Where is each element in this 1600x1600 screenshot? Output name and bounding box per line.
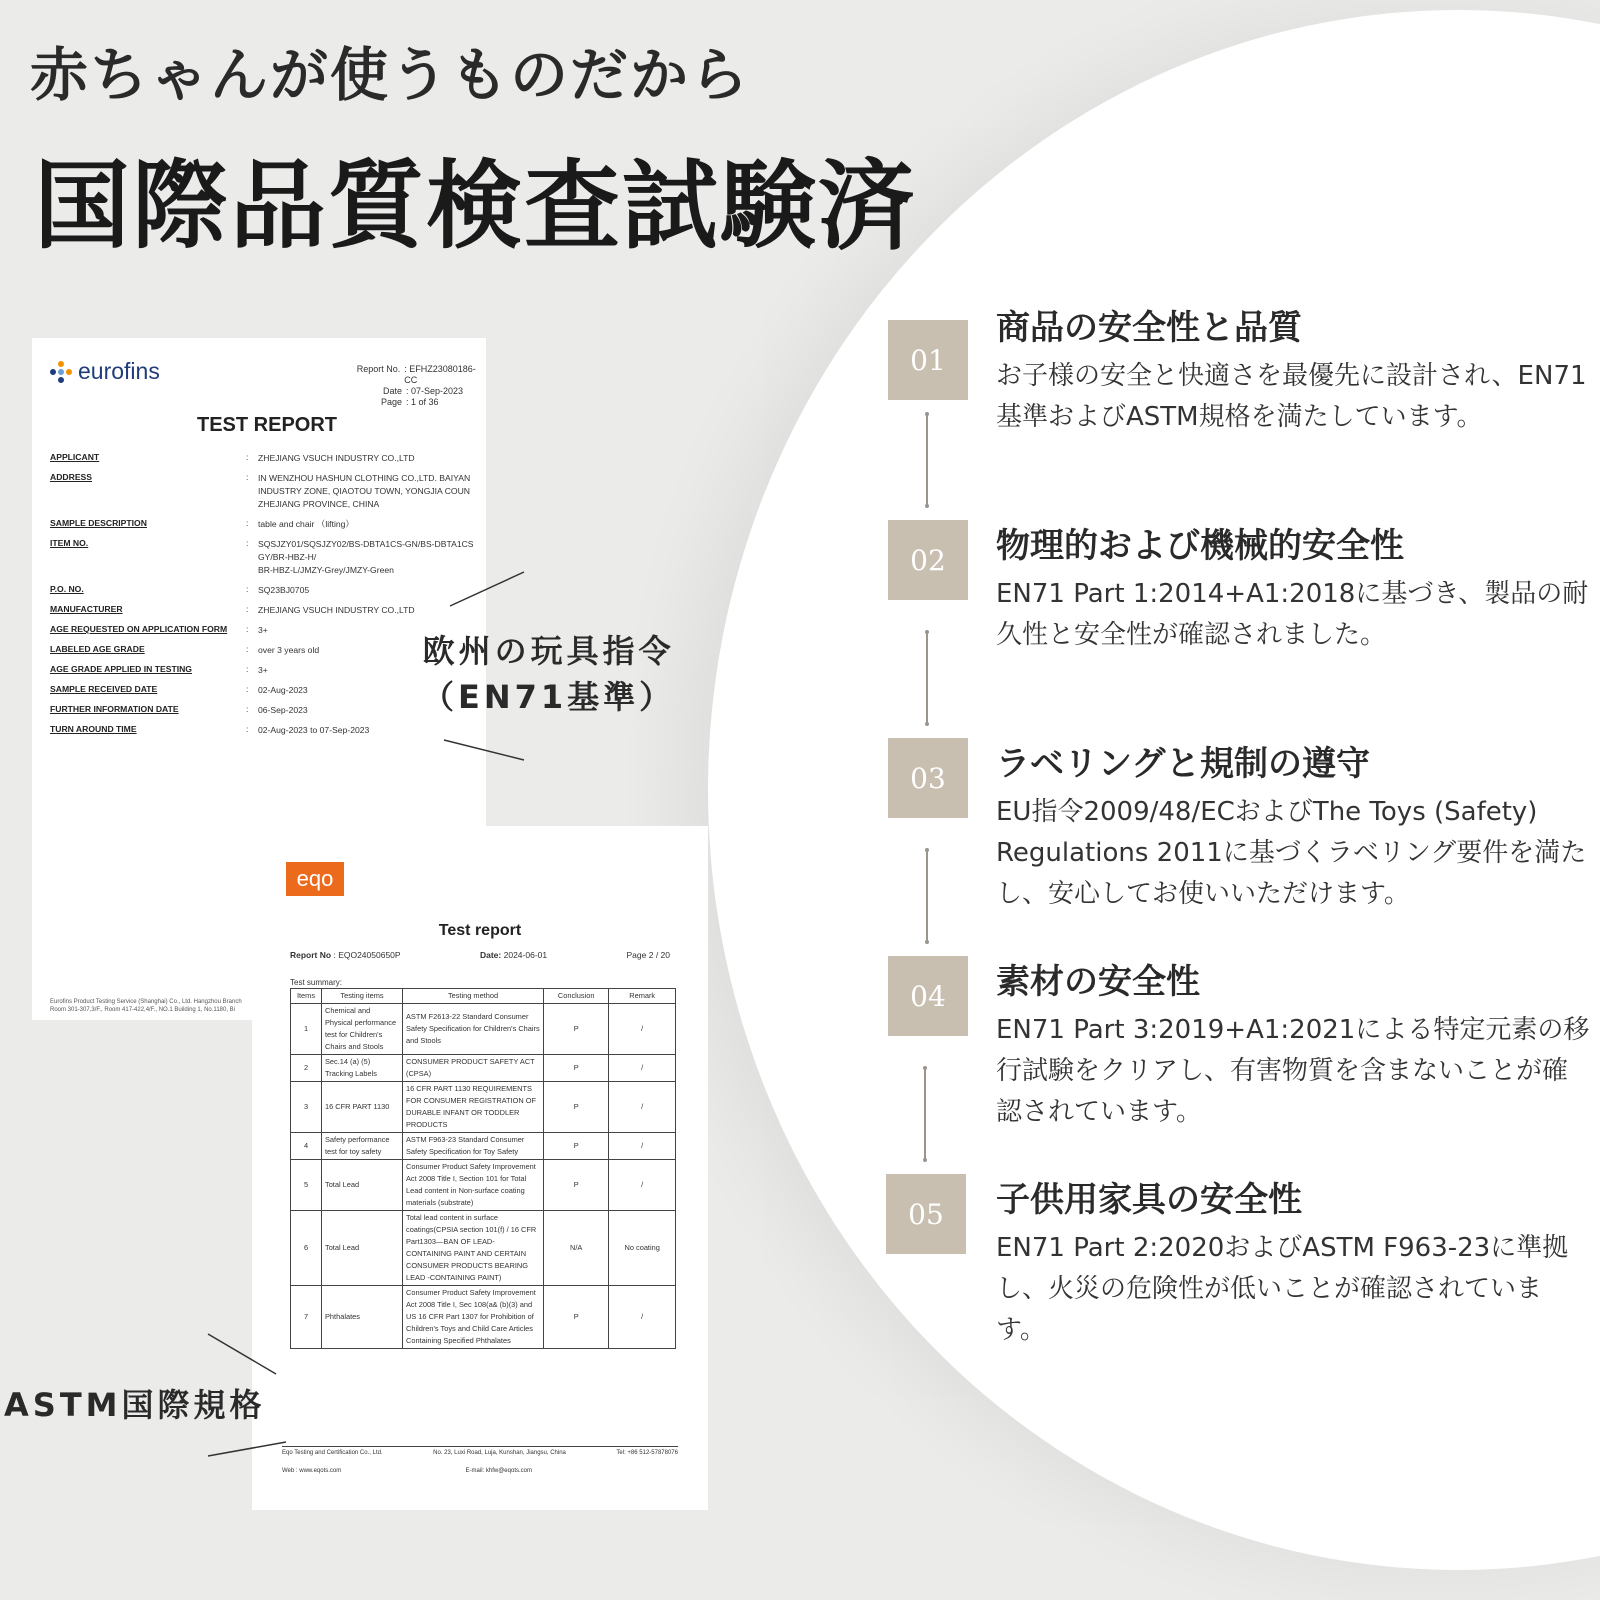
table-cell: Chemical and Physical performance test for Children's Chairs and Stools: [322, 1004, 403, 1055]
feature-title-04: 素材の安全性: [996, 962, 1200, 1002]
table-cell: 1: [291, 1004, 322, 1055]
feature-connector: [926, 414, 928, 506]
table-cell: P: [544, 1133, 609, 1160]
astm-callout: ASTM国際規格: [4, 1386, 266, 1424]
field-value: over 3 years old: [258, 645, 320, 655]
table-cell: /: [609, 1055, 676, 1082]
field-value: 06-Sep-2023: [258, 705, 308, 715]
field-value: SQ23BJ0705: [258, 585, 310, 595]
eurofins-field-row: ADDRESS : IN WENZHOU HASHUN CLOTHING CO.,LTD. BAIYAN INDUSTRY ZONE, QIAOTOU TOWN, YONGJIA COUN ZHEJIANG PROVINCE, CHINA: [50, 472, 486, 511]
field-label: ADDRESS: [50, 472, 93, 482]
field-label: SAMPLE RECEIVED DATE: [50, 684, 158, 694]
field-label: APPLICANT: [50, 452, 100, 462]
table-cell: P: [544, 1160, 609, 1211]
feature-connector: [926, 632, 928, 724]
eurofins-field-row: SAMPLE DESCRIPTION : table and chair （lifting）: [50, 518, 486, 531]
table-cell: /: [609, 1160, 676, 1211]
feature-title-03: ラベリングと規制の遵守: [996, 744, 1370, 784]
headline-title: 国際品質検査試験済: [34, 150, 916, 262]
table-cell: Total Lead: [322, 1211, 403, 1286]
feature-desc-04: EN71 Part 3:2019+A1:2021による特定元素の移行試験をクリアし、有害物質を含まないことが確認されています。: [996, 1015, 1590, 1127]
eurofins-field-row: FURTHER INFORMATION DATE : 06-Sep-2023: [50, 704, 486, 717]
eurofins-field-row: MANUFACTURER : ZHEJIANG VSUCH INDUSTRY CO.,LTD: [50, 604, 486, 617]
eurofins-logo-text: eurofins: [78, 358, 160, 384]
eurofins-report-footer: Eurofins Product Testing Service (Shanghai) Co., Ltd. Hangzhou Branch Room 301-307,3/F., Room 417-422,4/F., NO.1 Building 1, No.1180, Bi: [50, 999, 242, 1013]
table-header: Testing method: [403, 989, 544, 1004]
field-label: P.O. NO.: [50, 584, 84, 594]
feature-title-02: 物理的および機械的安全性: [996, 526, 1404, 566]
eurofins-field-row: APPLICANT : ZHEJIANG VSUCH INDUSTRY CO.,LTD: [50, 452, 486, 465]
field-value: 02-Aug-2023 to 07-Sep-2023: [258, 725, 370, 735]
table-cell: /: [609, 1004, 676, 1055]
feature-connector: [926, 850, 928, 942]
feature-desc-01: お子様の安全と快適さを最優先に設計され、EN71基準およびASTM規格を満たしています。: [996, 361, 1587, 432]
field-value: 3+: [258, 665, 268, 675]
field-label: AGE GRADE APPLIED IN TESTING: [50, 664, 192, 674]
field-value: 02-Aug-2023: [258, 685, 308, 695]
table-cell: /: [609, 1133, 676, 1160]
feature-desc-05: EN71 Part 2:2020およびASTM F963-23に準拠し、火災の危険性が低いことが確認されています。: [996, 1233, 1569, 1345]
table-cell: 16 CFR PART 1130 REQUIREMENTS FOR CONSUMER REGISTRATION OF DURABLE INFANT OR TODDLER PRODUCTS: [403, 1082, 544, 1133]
table-cell: Consumer Product Safety Improvement Act 2008 Title I, Sec 108(a& (b)(3) and US 16 CFR Part 1307 for Prohibition of Children's Toys and Child Care Articles Containing Specified Phthalates: [403, 1286, 544, 1349]
table-cell: 2: [291, 1055, 322, 1082]
eqo-footer: Eqo Testing and Certification Co., Ltd. No. 23, Luxi Road, Luja, Kunshan, Jiangsu, China Tel: +86 512-57878076: [282, 1450, 678, 1456]
field-value: table and chair （lifting）: [258, 519, 355, 529]
eqo-footer-contact: Web : www.eqots.com E-mail: khfw@eqots.com: [282, 1468, 532, 1474]
table-cell: CONSUMER PRODUCT SAFETY ACT (CPSA): [403, 1055, 544, 1082]
table-cell: Safety performance test for toy safety: [322, 1133, 403, 1160]
table-cell: Total lead content in surface coatings(CPSIA section 101(f) / 16 CFR Part1303—BAN OF LEAD-CONTAINING PAINT AND CERTAIN CONSUMER PRODUCTS BEARING LEAD -CONTAINING PAINT): [403, 1211, 544, 1286]
table-header: Items: [291, 989, 322, 1004]
field-label: AGE REQUESTED ON APPLICATION FORM: [50, 624, 228, 634]
feature-desc-03: EU指令2009/48/ECおよびThe Toys (Safety) Regulations 2011に基づくラベリング要件を満たし、安心してお使いいただけます。: [996, 797, 1587, 909]
table-header: Conclusion: [544, 989, 609, 1004]
field-label: LABELED AGE GRADE: [50, 644, 145, 654]
table-cell: 5: [291, 1160, 322, 1211]
field-value: 3+: [258, 625, 268, 635]
feature-connector: [924, 1068, 926, 1160]
feature-number-01: 01: [888, 320, 968, 400]
field-label: FURTHER INFORMATION DATE: [50, 704, 179, 714]
feature-number-03: 03: [888, 738, 968, 818]
table-cell: 6: [291, 1211, 322, 1286]
table-cell: No coating: [609, 1211, 676, 1286]
field-value: IN WENZHOU HASHUN CLOTHING CO.,LTD. BAIYAN INDUSTRY ZONE, QIAOTOU TOWN, YONGJIA COUN ZHEJIANG PROVINCE, CHINA: [258, 473, 471, 509]
eurofins-field-row: LABELED AGE GRADE : over 3 years old: [50, 644, 486, 657]
feature-number-04: 04: [888, 956, 968, 1036]
table-cell: P: [544, 1082, 609, 1133]
table-header: Testing items: [322, 989, 403, 1004]
feature-number-02: 02: [888, 520, 968, 600]
table-cell: ASTM F963-23 Standard Consumer Safety Specification for Toy Safety: [403, 1133, 544, 1160]
eqo-logo: eqo: [286, 862, 344, 896]
table-cell: 3: [291, 1082, 322, 1133]
field-value: ZHEJIANG VSUCH INDUSTRY CO.,LTD: [258, 605, 415, 615]
eurofins-field-row: AGE REQUESTED ON APPLICATION FORM : 3+: [50, 624, 486, 637]
feature-title-01: 商品の安全性と品質: [996, 308, 1302, 348]
eurofins-field-row: ITEM NO. : SQSJZY01/SQSJZY02/BS-DBTA1CS-GN/BS-DBTA1CS GY/BR-HBZ-H/ BR-HBZ-L/JMZY-Grey/JMZY-Green: [50, 538, 486, 577]
eurofins-report-meta: Report No. : EFHZ23080186-CC Date : 07-Sep-2023 Page : 1 of 36: [356, 364, 476, 407]
headline-subtitle: 赤ちゃんが使うものだから: [30, 41, 751, 109]
table-cell: 4: [291, 1133, 322, 1160]
table-cell: P: [544, 1004, 609, 1055]
eqo-report-title: Test report: [438, 922, 522, 939]
table-cell: P: [544, 1286, 609, 1349]
eurofins-field-row: SAMPLE RECEIVED DATE : 02-Aug-2023: [50, 684, 486, 697]
eurofins-report-title: TEST REPORT: [196, 414, 337, 436]
table-cell: 7: [291, 1286, 322, 1349]
eqo-report-meta: Report No : EQO24050650P Date: 2024-06-01 Page 2 / 20: [290, 950, 670, 960]
feature-desc-02: EN71 Part 1:2014+A1:2018に基づき、製品の耐久性と安全性が確認されました。: [996, 579, 1589, 650]
field-value: SQSJZY01/SQSJZY02/BS-DBTA1CS-GN/BS-DBTA1CS GY/BR-HBZ-H/ BR-HBZ-L/JMZY-Grey/JMZY-Green: [258, 539, 474, 575]
eurofins-field-row: P.O. NO. : SQ23BJ0705: [50, 584, 486, 597]
eurofins-field-row: AGE GRADE APPLIED IN TESTING : 3+: [50, 664, 486, 677]
field-label: MANUFACTURER: [50, 604, 123, 614]
eurofins-field-row: TURN AROUND TIME : 02-Aug-2023 to 07-Sep-2023: [50, 724, 486, 737]
field-label: ITEM NO.: [50, 538, 89, 548]
table-cell: P: [544, 1055, 609, 1082]
table-cell: Sec.14 (a) (5) Tracking Labels: [322, 1055, 403, 1082]
eqo-summary-label: Test summary:: [290, 978, 343, 987]
table-cell: N/A: [544, 1211, 609, 1286]
feature-title-05: 子供用家具の安全性: [996, 1180, 1302, 1220]
feature-number-05: 05: [886, 1174, 966, 1254]
table-cell: Total Lead: [322, 1160, 403, 1211]
field-label: TURN AROUND TIME: [50, 724, 137, 734]
table-cell: Consumer Product Safety Improvement Act 2008 Title I, Section 101 for Total Lead content in Non-surface coating materials (substrate): [403, 1160, 544, 1211]
field-label: SAMPLE DESCRIPTION: [50, 518, 147, 528]
table-header: Remark: [609, 989, 676, 1004]
table-cell: /: [609, 1286, 676, 1349]
field-value: ZHEJIANG VSUCH INDUSTRY CO.,LTD: [258, 453, 415, 463]
table-cell: /: [609, 1082, 676, 1133]
table-cell: ASTM F2613-22 Standard Consumer Safety Specification for Children's Chairs and Stools: [403, 1004, 544, 1055]
en71-callout: 欧州の玩具指令 （EN71基準）: [422, 632, 676, 716]
table-cell: Phthalates: [322, 1286, 403, 1349]
table-cell: 16 CFR PART 1130: [322, 1082, 403, 1133]
